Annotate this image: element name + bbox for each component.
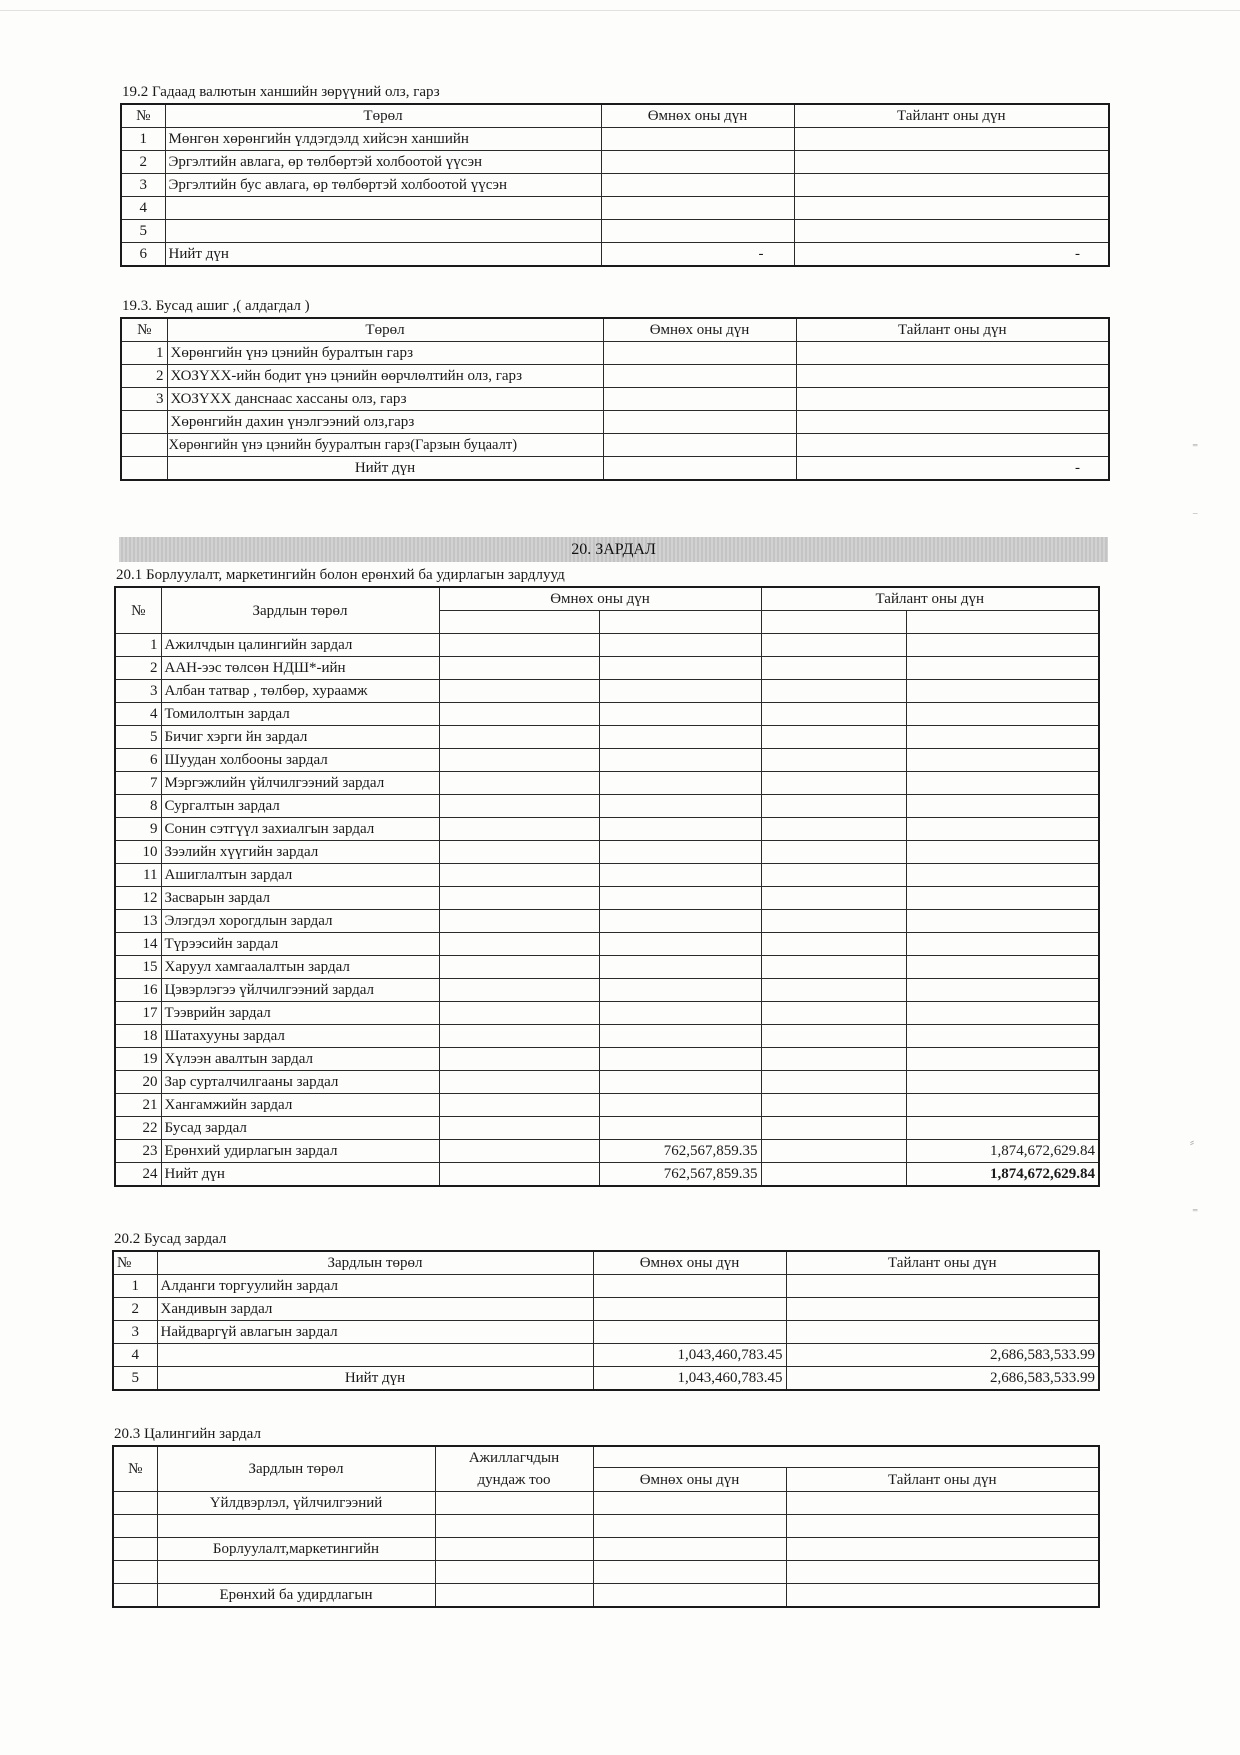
table-row <box>115 1117 1099 1140</box>
row-prev <box>599 680 761 703</box>
row-no: 10 <box>115 841 161 864</box>
row-label: Нийт дүн <box>157 1367 593 1391</box>
row-label: Элэгдэл хорогдлын зардал <box>161 910 439 933</box>
table-row <box>121 128 1109 151</box>
table-row <box>115 1025 1099 1048</box>
other-expense-table <box>112 1250 1100 1391</box>
col-header-no: № <box>115 587 161 634</box>
table-row <box>113 1298 1099 1321</box>
row-curr <box>786 1321 1099 1344</box>
row-prev <box>599 703 761 726</box>
row-no: 22 <box>115 1117 161 1140</box>
selling-admin-expense-table <box>114 586 1100 1187</box>
row-no: 5 <box>121 220 165 243</box>
row-prev <box>599 933 761 956</box>
row-curr: 1,874,672,629.84 <box>906 1163 1099 1187</box>
salary-expense-table <box>112 1445 1100 1608</box>
table-header-row <box>121 318 1109 342</box>
row-label: Эргэлтийн бус авлага, өр төлбөртэй холбоотой үүсэн <box>165 174 601 197</box>
row-label: Сонин сэтгүүл захиалгын зардал <box>161 818 439 841</box>
row-label: Харуул хамгаалалтын зардал <box>161 956 439 979</box>
col-header-curr: Тайлант оны дүн <box>786 1468 1099 1492</box>
col-header-type: Төрөл <box>167 318 603 342</box>
row-curr <box>906 1002 1099 1025</box>
table-row <box>115 887 1099 910</box>
table-row <box>113 1515 1099 1538</box>
row-label: Шатахууны зардал <box>161 1025 439 1048</box>
row-label: Засварын зардал <box>161 887 439 910</box>
row-no: 14 <box>115 933 161 956</box>
row-curr <box>906 979 1099 1002</box>
row-label: Бичиг хэрги йн зардал <box>161 726 439 749</box>
table-header-row <box>115 587 1099 611</box>
row-no <box>121 434 167 457</box>
row-prev <box>599 979 761 1002</box>
row-curr <box>906 1048 1099 1071</box>
row-curr: - <box>794 243 1109 267</box>
row-label: Хангамжийн зардал <box>161 1094 439 1117</box>
row-label <box>157 1561 435 1584</box>
row-label: Эргэлтийн авлага, өр төлбөртэй холбоотой үүсэн <box>165 151 601 174</box>
row-no: 12 <box>115 887 161 910</box>
row-label <box>165 220 601 243</box>
section-caption: 20.2 Бусад зардал <box>114 1231 227 1247</box>
table-row <box>115 956 1099 979</box>
row-curr: - <box>796 457 1109 481</box>
row-no: 1 <box>121 342 167 365</box>
table-row <box>113 1344 1099 1367</box>
section-19-3 <box>120 298 1110 481</box>
table-row <box>115 772 1099 795</box>
row-prev: 1,043,460,783.45 <box>593 1344 786 1367</box>
row-prev <box>601 220 794 243</box>
row-curr <box>906 1094 1099 1117</box>
row-label: Сургалтын зардал <box>161 795 439 818</box>
col-header-type: Зардлын төрөл <box>161 587 439 634</box>
row-curr <box>796 342 1109 365</box>
row-prev <box>603 365 796 388</box>
row-label: Албан татвар , төлбөр, хураамж <box>161 680 439 703</box>
row-prev <box>599 1002 761 1025</box>
table-row <box>115 1071 1099 1094</box>
row-no: 3 <box>113 1321 157 1344</box>
section-20-2 <box>112 1231 1100 1391</box>
row-label: Хөрөнгийн үнэ цэнийн бууралтын гарз(Гарзын буцаалт) <box>167 434 603 457</box>
row-no: 13 <box>115 910 161 933</box>
row-label: Шуудан холбооны зардал <box>161 749 439 772</box>
table-row <box>115 910 1099 933</box>
row-label: ААН-ээс төлсөн НДШ*-ийн <box>161 657 439 680</box>
row-no: 1 <box>115 634 161 657</box>
table-row <box>115 1140 1099 1163</box>
row-label: Зар сурталчилгааны зардал <box>161 1071 439 1094</box>
row-curr: 2,686,583,533.99 <box>786 1367 1099 1391</box>
section-20-1 <box>114 567 1100 1187</box>
table-row <box>113 1538 1099 1561</box>
col-header-no: № <box>121 104 165 128</box>
row-prev <box>599 841 761 864</box>
row-label: Нийт дүн <box>167 457 603 481</box>
table-header-row <box>113 1251 1099 1275</box>
row-prev <box>599 1094 761 1117</box>
row-no: 2 <box>121 365 167 388</box>
row-no: 3 <box>121 174 165 197</box>
row-label: Мөнгөн хөрөнгийн үлдэгдэлд хийсэн ханшийн <box>165 128 601 151</box>
section-caption: 19.2 Гадаад валютын ханшийн зөрүүний олз, гарз <box>122 84 440 100</box>
row-curr <box>906 634 1099 657</box>
row-curr <box>906 841 1099 864</box>
page-edge <box>0 10 1240 11</box>
row-no: 2 <box>113 1298 157 1321</box>
col-header-prev: Өмнөх оны дүн <box>593 1468 786 1492</box>
row-label: Цэвэрлэгээ үйлчилгээний зардал <box>161 979 439 1002</box>
row-curr <box>796 434 1109 457</box>
row-prev: 762,567,859.35 <box>599 1163 761 1187</box>
row-label: Түрээсийн зардал <box>161 933 439 956</box>
row-prev <box>593 1321 786 1344</box>
scan-edge-mark: ⁻ <box>1192 508 1199 522</box>
row-no: 19 <box>115 1048 161 1071</box>
row-prev <box>593 1275 786 1298</box>
row-no: 3 <box>121 388 167 411</box>
total-row <box>121 457 1109 481</box>
row-prev <box>603 388 796 411</box>
table-row <box>113 1561 1099 1584</box>
row-prev <box>603 342 796 365</box>
table-row <box>115 841 1099 864</box>
table-row <box>115 979 1099 1002</box>
col-header-prev: Өмнөх оны дүн <box>439 587 761 611</box>
row-prev <box>601 151 794 174</box>
row-curr <box>796 411 1109 434</box>
table-row <box>113 1584 1099 1608</box>
row-label: Бусад зардал <box>161 1117 439 1140</box>
row-label: Хүлээн авалтын зардал <box>161 1048 439 1071</box>
row-curr <box>906 864 1099 887</box>
table-row <box>121 365 1109 388</box>
scan-edge-mark: ⁼ <box>1192 440 1199 454</box>
row-no: 20 <box>115 1071 161 1094</box>
row-prev <box>599 887 761 910</box>
row-prev <box>599 864 761 887</box>
row-prev <box>593 1298 786 1321</box>
row-label: Томилолтын зардал <box>161 703 439 726</box>
col-header-type: Зардлын төрөл <box>157 1446 435 1492</box>
row-prev <box>599 1025 761 1048</box>
row-curr <box>796 365 1109 388</box>
row-no: 9 <box>115 818 161 841</box>
total-row <box>113 1367 1099 1391</box>
row-curr <box>786 1298 1099 1321</box>
row-no <box>121 411 167 434</box>
row-curr <box>906 1117 1099 1140</box>
row-label: Нийт дүн <box>165 243 601 267</box>
row-no: 23 <box>115 1140 161 1163</box>
row-label: Борлуулалт,маркетингийн <box>157 1538 435 1561</box>
row-prev: - <box>601 243 794 267</box>
scan-edge-mark: ⸗ <box>1190 1135 1194 1149</box>
row-no: 15 <box>115 956 161 979</box>
row-label: Алданги торгуулийн зардал <box>157 1275 593 1298</box>
row-no: 3 <box>115 680 161 703</box>
row-prev <box>599 818 761 841</box>
total-row <box>115 1163 1099 1187</box>
row-no <box>121 457 167 481</box>
row-prev <box>603 411 796 434</box>
row-curr <box>794 151 1109 174</box>
row-prev <box>601 174 794 197</box>
row-curr <box>906 726 1099 749</box>
section-19-2 <box>120 84 1110 267</box>
fx-gain-loss-table <box>120 103 1110 267</box>
row-no: 1 <box>121 128 165 151</box>
row-prev <box>599 795 761 818</box>
table-row <box>115 657 1099 680</box>
row-no: 6 <box>115 749 161 772</box>
col-header-curr: Тайлант оны дүн <box>761 587 1099 611</box>
col-header-prev: Өмнөх оны дүн <box>601 104 794 128</box>
row-no: 1 <box>113 1275 157 1298</box>
table-row <box>121 342 1109 365</box>
row-curr <box>796 388 1109 411</box>
total-row <box>121 243 1109 267</box>
row-no: 4 <box>115 703 161 726</box>
row-label: Ерөнхий ба удирдлагын <box>157 1584 435 1608</box>
table-row <box>115 818 1099 841</box>
table-row <box>115 933 1099 956</box>
row-curr <box>906 657 1099 680</box>
row-no: 2 <box>115 657 161 680</box>
table-row <box>121 220 1109 243</box>
col-header-curr: Тайлант оны дүн <box>794 104 1109 128</box>
section-caption: 20.3 Цалингийн зардал <box>114 1426 261 1442</box>
row-curr <box>906 795 1099 818</box>
col-header-no: № <box>113 1446 157 1492</box>
row-curr <box>906 933 1099 956</box>
row-no: 18 <box>115 1025 161 1048</box>
table-row <box>115 864 1099 887</box>
row-no: 17 <box>115 1002 161 1025</box>
row-label: ХОЗҮХХ-ийн бодит үнэ цэнийн өөрчлөлтийн олз, гарз <box>167 365 603 388</box>
row-prev <box>599 657 761 680</box>
row-curr <box>906 818 1099 841</box>
table-row <box>121 197 1109 220</box>
row-prev <box>599 1117 761 1140</box>
col-header-curr: Тайлант оны дүн <box>796 318 1109 342</box>
table-row <box>115 795 1099 818</box>
row-curr: 1,874,672,629.84 <box>906 1140 1099 1163</box>
table-row <box>113 1321 1099 1344</box>
row-label: Үйлдвэрлэл, үйлчилгээний <box>157 1492 435 1515</box>
col-header-type: Төрөл <box>165 104 601 128</box>
row-prev <box>599 634 761 657</box>
col-header-prev: Өмнөх оны дүн <box>593 1251 786 1275</box>
row-prev <box>599 749 761 772</box>
row-label: Ерөнхий удирлагын зардал <box>161 1140 439 1163</box>
row-no: 5 <box>115 726 161 749</box>
col-header-avg-line1: Ажиллагчдын <box>468 1450 560 1466</box>
row-label <box>165 197 601 220</box>
row-label: Зээлийн хүүгийн зардал <box>161 841 439 864</box>
table-row <box>113 1492 1099 1515</box>
row-prev <box>599 1048 761 1071</box>
section-caption: 20.1 Борлуулалт, маркетингийн болон ерөнхий ба удирлагын зардлууд <box>116 567 565 583</box>
row-label: Мэргэжлийн үйлчилгээний зардал <box>161 772 439 795</box>
row-label: Хөрөнгийн үнэ цэнийн буралтын гарз <box>167 342 603 365</box>
row-label: Хандивын зардал <box>157 1298 593 1321</box>
row-prev: 762,567,859.35 <box>599 1140 761 1163</box>
scan-edge-mark: ⁼ <box>1192 1205 1199 1219</box>
row-label: Найдваргүй авлагын зардал <box>157 1321 593 1344</box>
row-curr <box>794 197 1109 220</box>
table-row <box>121 174 1109 197</box>
row-curr <box>906 910 1099 933</box>
row-no: 24 <box>115 1163 161 1187</box>
row-curr <box>906 680 1099 703</box>
row-prev <box>601 197 794 220</box>
row-label: Хөрөнгийн дахин үнэлгээний олз,гарз <box>167 411 603 434</box>
table-row <box>115 1002 1099 1025</box>
table-row <box>121 434 1109 457</box>
section-20-3 <box>112 1426 1100 1608</box>
row-label <box>157 1515 435 1538</box>
row-no: 5 <box>113 1367 157 1391</box>
col-header-no: № <box>121 318 167 342</box>
row-prev <box>599 1071 761 1094</box>
col-header-avg-line2: дундаж тоо <box>477 1472 551 1488</box>
row-curr <box>906 703 1099 726</box>
table-row <box>121 388 1109 411</box>
row-label <box>157 1344 593 1367</box>
row-no: 16 <box>115 979 161 1002</box>
row-prev <box>599 772 761 795</box>
col-header-prev: Өмнөх оны дүн <box>603 318 796 342</box>
row-curr <box>906 887 1099 910</box>
row-curr <box>906 772 1099 795</box>
row-prev <box>599 910 761 933</box>
row-prev: 1,043,460,783.45 <box>593 1367 786 1391</box>
row-no: 21 <box>115 1094 161 1117</box>
table-row <box>115 680 1099 703</box>
table-row <box>115 703 1099 726</box>
row-no: 4 <box>113 1344 157 1367</box>
table-header-row <box>113 1446 1099 1468</box>
row-no: 7 <box>115 772 161 795</box>
row-no: 11 <box>115 864 161 887</box>
table-row <box>121 151 1109 174</box>
row-curr <box>794 174 1109 197</box>
row-no: 2 <box>121 151 165 174</box>
table-row <box>121 411 1109 434</box>
row-no: 8 <box>115 795 161 818</box>
row-prev <box>599 726 761 749</box>
row-no: 6 <box>121 243 165 267</box>
col-header-type: Зардлын төрөл <box>157 1251 593 1275</box>
section-caption: 19.3. Бусад ашиг ,( алдагдал ) <box>122 298 310 314</box>
row-curr <box>906 956 1099 979</box>
col-header-no: № <box>113 1251 157 1275</box>
table-row <box>115 1048 1099 1071</box>
table-row <box>115 1094 1099 1117</box>
col-header-avg-count <box>435 1446 593 1492</box>
row-prev <box>603 457 796 481</box>
row-label: Тээврийн зардал <box>161 1002 439 1025</box>
row-curr: 2,686,583,533.99 <box>786 1344 1099 1367</box>
row-label: Нийт дүн <box>161 1163 439 1187</box>
row-label: Ажилчдын цалингийн зардал <box>161 634 439 657</box>
row-curr <box>786 1275 1099 1298</box>
row-curr <box>794 128 1109 151</box>
row-prev <box>601 128 794 151</box>
table-row <box>115 749 1099 772</box>
section-20-banner: 20. ЗАРДАЛ <box>119 537 1108 562</box>
table-row <box>115 726 1099 749</box>
table-row <box>115 634 1099 657</box>
other-gain-loss-table <box>120 317 1110 481</box>
row-prev <box>603 434 796 457</box>
row-no: 4 <box>121 197 165 220</box>
row-label: ХОЗҮХХ данснаас хассаны олз, гарз <box>167 388 603 411</box>
row-curr <box>906 1071 1099 1094</box>
col-header-curr: Тайлант оны дүн <box>786 1251 1099 1275</box>
row-curr <box>906 749 1099 772</box>
row-curr <box>794 220 1109 243</box>
row-curr <box>906 1025 1099 1048</box>
row-prev <box>599 956 761 979</box>
table-row <box>113 1275 1099 1298</box>
table-header-row <box>121 104 1109 128</box>
row-label: Ашиглалтын зардал <box>161 864 439 887</box>
